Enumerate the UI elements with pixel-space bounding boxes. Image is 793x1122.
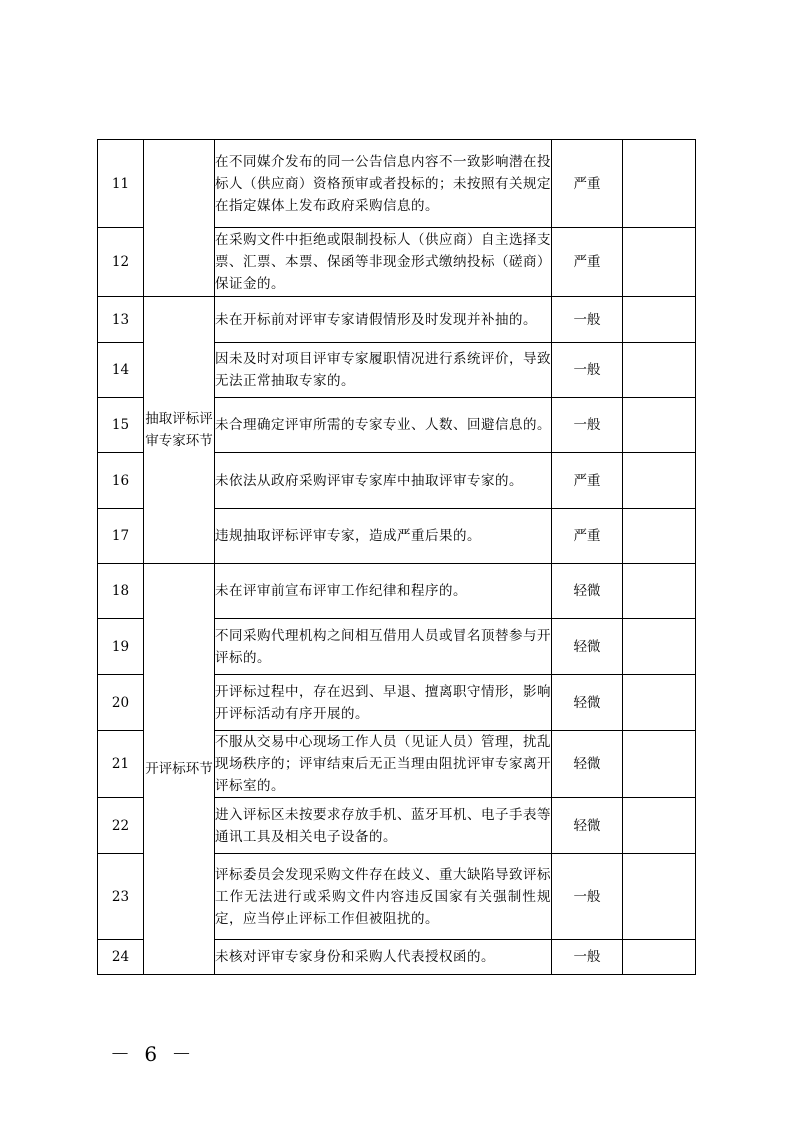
- row-severity: 一般: [552, 940, 623, 975]
- row-description: 未核对评审专家身份和采购人代表授权函的。: [215, 940, 552, 975]
- page-number: － 6 －: [110, 1042, 196, 1066]
- category-cell-empty: [144, 140, 215, 297]
- row-severity: 轻微: [552, 798, 623, 854]
- table-row: [98, 297, 696, 343]
- row-description: 在采购文件中拒绝或限制投标人（供应商）自主选择支票、汇票、本票、保函等非现金形式缴纳投标（磋商）保证金的。: [215, 228, 552, 297]
- table-row: [98, 140, 696, 228]
- row-description: 未合理确定评审所需的专家专业、人数、回避信息的。: [215, 398, 552, 453]
- row-severity: 轻微: [552, 731, 623, 798]
- remarks-cell: [623, 398, 696, 453]
- violation-table: [97, 139, 696, 975]
- row-severity: 严重: [552, 453, 623, 509]
- row-number: 15: [98, 398, 144, 453]
- remarks-cell: [623, 297, 696, 343]
- row-description: 未依法从政府采购评审专家库中抽取评审专家的。: [215, 453, 552, 509]
- remarks-cell: [623, 453, 696, 509]
- remarks-cell: [623, 509, 696, 564]
- row-description: 评标委员会发现采购文件存在歧义、重大缺陷导致评标工作无法进行或采购文件内容违反国家有关强制性规定，应当停止评标工作但被阻扰的。: [215, 854, 552, 940]
- row-severity: 轻微: [552, 619, 623, 675]
- row-number: 22: [98, 798, 144, 854]
- row-number: 18: [98, 564, 144, 619]
- row-severity: 严重: [552, 140, 623, 228]
- row-description: 不服从交易中心现场工作人员（见证人员）管理，扰乱现场秩序的；评审结束后无正当理由阻扰评审专家离开评标室的。: [215, 731, 552, 798]
- row-description: 开评标过程中，存在迟到、早退、擅离职守情形，影响开评标活动有序开展的。: [215, 675, 552, 731]
- remarks-cell: [623, 675, 696, 731]
- row-number: 21: [98, 731, 144, 798]
- remarks-cell: [623, 140, 696, 228]
- row-severity: 一般: [552, 297, 623, 343]
- row-description: 因未及时对项目评审专家履职情况进行系统评价，导致无法正常抽取专家的。: [215, 343, 552, 398]
- row-description: 进入评标区未按要求存放手机、蓝牙耳机、电子手表等通讯工具及相关电子设备的。: [215, 798, 552, 854]
- row-description: 在不同媒介发布的同一公告信息内容不一致影响潜在投标人（供应商）资格预审或者投标的；未按照有关规定在指定媒体上发布政府采购信息的。: [215, 140, 552, 228]
- row-severity: 严重: [552, 228, 623, 297]
- row-number: 17: [98, 509, 144, 564]
- row-number: 12: [98, 228, 144, 297]
- remarks-cell: [623, 798, 696, 854]
- row-severity: 一般: [552, 343, 623, 398]
- row-number: 13: [98, 297, 144, 343]
- remarks-cell: [623, 564, 696, 619]
- row-number: 19: [98, 619, 144, 675]
- row-description: 违规抽取评标评审专家，造成严重后果的。: [215, 509, 552, 564]
- row-description: 未在开标前对评审专家请假情形及时发现并补抽的。: [215, 297, 552, 343]
- row-severity: 严重: [552, 509, 623, 564]
- row-severity: 一般: [552, 854, 623, 940]
- row-description: 不同采购代理机构之间相互借用人员或冒名顶替参与开评标的。: [215, 619, 552, 675]
- row-number: 20: [98, 675, 144, 731]
- category-cell-extract-experts: 抽取评标评审专家环节: [144, 297, 215, 564]
- row-number: 14: [98, 343, 144, 398]
- category-cell-open-evaluation: 开评标环节: [144, 564, 215, 975]
- row-number: 24: [98, 940, 144, 975]
- remarks-cell: [623, 731, 696, 798]
- row-severity: 轻微: [552, 675, 623, 731]
- row-number: 11: [98, 140, 144, 228]
- remarks-cell: [623, 854, 696, 940]
- remarks-cell: [623, 343, 696, 398]
- row-description: 未在评审前宣布评审工作纪律和程序的。: [215, 564, 552, 619]
- row-number: 23: [98, 854, 144, 940]
- remarks-cell: [623, 619, 696, 675]
- remarks-cell: [623, 228, 696, 297]
- remarks-cell: [623, 940, 696, 975]
- table-row: [98, 564, 696, 619]
- row-severity: 轻微: [552, 564, 623, 619]
- row-severity: 一般: [552, 398, 623, 453]
- row-number: 16: [98, 453, 144, 509]
